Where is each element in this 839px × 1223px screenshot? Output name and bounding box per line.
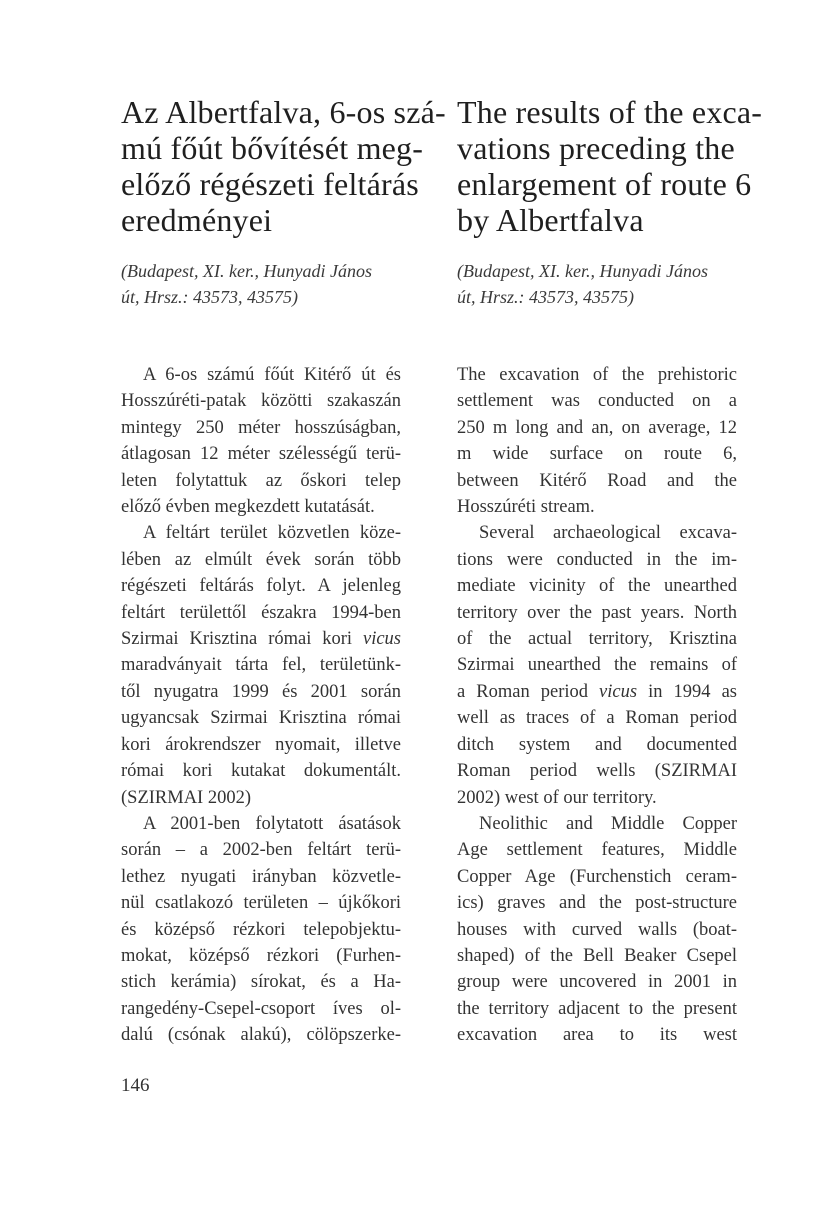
title-line: Az Albertfalva, 6-os szá- xyxy=(121,94,446,130)
text-line: és középső rézkori telepobjektu- xyxy=(121,919,401,940)
title-line: by Albertfalva xyxy=(457,202,644,238)
text-line: 2002) west of our territory. xyxy=(457,787,657,808)
text-line: ugyancsak Szirmai Krisztina római xyxy=(121,708,401,729)
text-line: mintegy 250 méter hosszúságban, xyxy=(121,417,401,438)
text-line: nül csatlakozó területen – újkőkori xyxy=(121,893,401,914)
paragraph xyxy=(121,520,401,810)
location-line: (Budapest, XI. ker., Hunyadi János xyxy=(457,261,708,281)
body-text-english xyxy=(457,362,737,1049)
paragraph xyxy=(121,811,401,1049)
text-line: Szirmai Krisztina római kori vicus xyxy=(121,629,401,650)
text-line: Several archaeological excava- xyxy=(479,523,737,544)
location-line: út, Hrsz.: 43573, 43575) xyxy=(457,287,635,307)
body-text-hungarian xyxy=(121,362,401,1049)
title-line: vations preceding the xyxy=(457,130,735,166)
text-line: kori árokrendszer nyomait, illetve xyxy=(121,734,401,755)
right-column-english xyxy=(457,94,763,1046)
text-line: római kori kutakat dokumentált. xyxy=(121,761,401,782)
text-line: ics) graves and the post-structure xyxy=(457,893,737,914)
text-line: stich kerámia) sírokat, és a Ha- xyxy=(121,972,401,993)
page-number: 146 xyxy=(121,1075,150,1096)
text-line: (SZIRMAI 2002) xyxy=(121,787,252,808)
text-line: leten folytattuk az őskori telep xyxy=(121,470,401,491)
text-line: rangedény-Csepel-csoport íves ol- xyxy=(121,998,401,1019)
text-line: maradványait tárta fel, területünk- xyxy=(121,655,401,676)
text-line: territory over the past years. North xyxy=(457,602,737,623)
title-line: előző régészeti feltárás xyxy=(121,166,419,202)
left-column-hungarian xyxy=(121,94,446,1046)
text-line: átlagosan 12 méter szélességű terü- xyxy=(121,444,401,465)
paragraph xyxy=(121,362,401,520)
text-line: Roman period wells (SZIRMAI xyxy=(457,761,737,782)
text-line: Copper Age (Furchenstich ceram- xyxy=(457,866,737,887)
article-title-hungarian xyxy=(121,94,446,238)
text-line: régészeti feltárás folyt. A jelenleg xyxy=(121,576,401,597)
text-line: between Kitérő Road and the xyxy=(457,470,737,491)
text-line: Hosszúréti stream. xyxy=(457,497,595,518)
location-line: út, Hrsz.: 43573, 43575) xyxy=(121,287,299,307)
text-line: ditch system and documented xyxy=(457,734,737,755)
text-line: tions were conducted in the im- xyxy=(457,549,737,570)
location-line: (Budapest, XI. ker., Hunyadi János xyxy=(121,261,372,281)
text-line: m wide surface on route 6, xyxy=(457,444,737,465)
location-subtitle-hungarian xyxy=(121,258,401,310)
text-line: feltárt területtől északra 1994-ben xyxy=(121,602,401,623)
location-subtitle-english xyxy=(457,258,737,310)
text-line: settlement was conducted on a xyxy=(457,391,737,412)
paragraph xyxy=(457,811,737,1049)
text-line: of the actual territory, Krisztina xyxy=(457,629,737,650)
title-line: mú főút bővítését meg- xyxy=(121,130,424,166)
paragraph xyxy=(457,520,737,810)
text-line: a Roman period vicus in 1994 as xyxy=(457,681,737,702)
text-line: shaped) of the Bell Beaker Csepel xyxy=(457,945,737,966)
text-line: előző évben megkezdett kutatását. xyxy=(121,497,375,518)
text-line: houses with curved walls (boat- xyxy=(457,919,737,940)
text-line: során – a 2002-ben feltárt terü- xyxy=(121,840,401,861)
text-line: Age settlement features, Middle xyxy=(457,840,737,861)
paragraph xyxy=(457,362,737,520)
text-line: Szirmai unearthed the remains of xyxy=(457,655,737,676)
text-line: dalú (csónak alakú), cölöpszerke- xyxy=(121,1025,401,1046)
text-line: A 6-os számú főút Kitérő út és xyxy=(143,365,401,385)
text-line: the territory adjacent to the present xyxy=(457,998,737,1019)
text-line: Neolithic and Middle Copper xyxy=(479,813,737,834)
text-line: től nyugatra 1999 és 2001 során xyxy=(121,681,401,702)
text-line: Hosszúréti-patak közötti szakaszán xyxy=(121,391,401,412)
text-line: lethez nyugati irányban közvetle- xyxy=(121,866,401,887)
title-line: enlargement of route 6 xyxy=(457,166,752,202)
text-line: 250 m long and an, on average, 12 xyxy=(457,417,737,438)
article-title-english xyxy=(457,94,763,238)
text-line: The excavation of the prehistoric xyxy=(457,365,737,385)
text-line: mokat, középső rézkori (Furhen- xyxy=(121,945,401,966)
text-line: group were uncovered in 2001 in xyxy=(457,972,737,993)
text-line: well as traces of a Roman period xyxy=(457,708,737,729)
text-line: lében az elmúlt évek során több xyxy=(121,549,401,570)
text-line: excavation area to its west xyxy=(457,1025,737,1046)
text-line: A feltárt terület közvetlen köze- xyxy=(143,523,401,544)
text-line: A 2001-ben folytatott ásatások xyxy=(143,813,401,834)
text-line: mediate vicinity of the unearthed xyxy=(457,576,737,597)
title-line: eredményei xyxy=(121,202,273,238)
title-line: The results of the exca- xyxy=(457,94,763,130)
